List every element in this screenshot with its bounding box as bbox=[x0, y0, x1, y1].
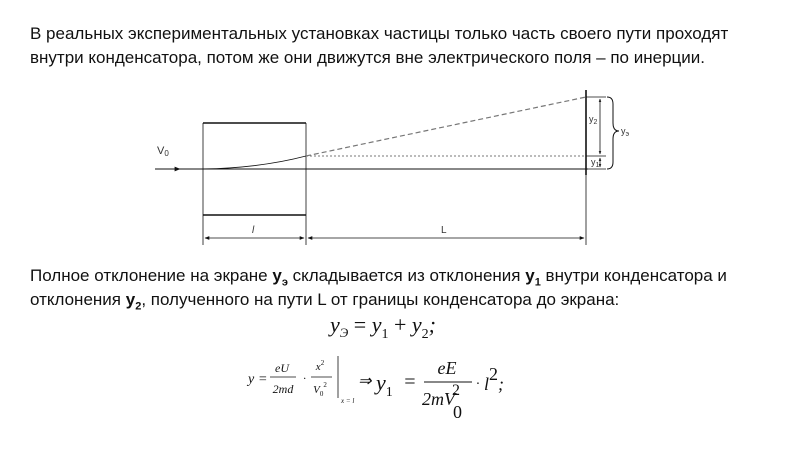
trajectory-straight bbox=[306, 97, 586, 156]
summary-y2: $y_2$ bbox=[125, 290, 142, 313]
summary-text-1: Полное отклонение на экране bbox=[30, 266, 273, 285]
plate-length-label: l bbox=[252, 225, 255, 236]
f2-frac3-den: 2mV 02 bbox=[422, 382, 462, 422]
y1-label: $y_1$ bbox=[591, 157, 600, 169]
summary-ye: $y_э$ bbox=[272, 266, 288, 289]
f2-eval-sub: x = l bbox=[341, 397, 355, 405]
trajectory-parabola bbox=[203, 156, 306, 169]
f2-frac2-den: $V_0^2$ bbox=[313, 381, 327, 398]
path-length-label: L bbox=[441, 225, 447, 236]
formula-inner-deflection bbox=[246, 356, 504, 422]
summary-y1: $y_1$ bbox=[525, 266, 541, 289]
total-deflection-brace bbox=[607, 97, 619, 169]
summary-text-2: складывается из отклонения bbox=[287, 266, 526, 285]
f2-frac2-num: $x^2$ bbox=[315, 359, 325, 373]
f2-dot2: · bbox=[476, 377, 480, 392]
f2-eq: = bbox=[258, 372, 268, 387]
f2-frac1-den: 2md bbox=[272, 382, 294, 396]
f2-y: y bbox=[248, 372, 255, 387]
svg-text:yЭ = y1 + y2;: $y_Э = y_1 + y_2$; bbox=[330, 312, 436, 342]
f2-frac3-num: eE bbox=[437, 358, 457, 378]
f2-dot: · bbox=[303, 371, 306, 385]
summary-text-3: внутри конденсатора и отклонения bbox=[30, 266, 727, 309]
f2-eq2: = bbox=[403, 371, 417, 393]
f2-l-squared: l2; bbox=[484, 364, 505, 394]
ye-label: $y_э$ bbox=[621, 126, 630, 138]
formula-total-deflection bbox=[328, 312, 436, 342]
intro-paragraph: В реальных экспериментальных установках частицы только часть своего пути проходят внутри конденсатора, потом же они движутся вне электрического поля – по инерции. bbox=[30, 24, 729, 67]
f2-frac1-num: eU bbox=[275, 361, 289, 375]
summary-text-4: , полученного на пути L от границы конденсатора до экрана: bbox=[141, 290, 620, 309]
f2-y1: $y_1$ bbox=[376, 370, 393, 400]
f2-arrow: ⇒ bbox=[358, 373, 372, 390]
velocity-label: V0 bbox=[157, 145, 169, 158]
y2-label: $y_2$ bbox=[589, 114, 598, 126]
